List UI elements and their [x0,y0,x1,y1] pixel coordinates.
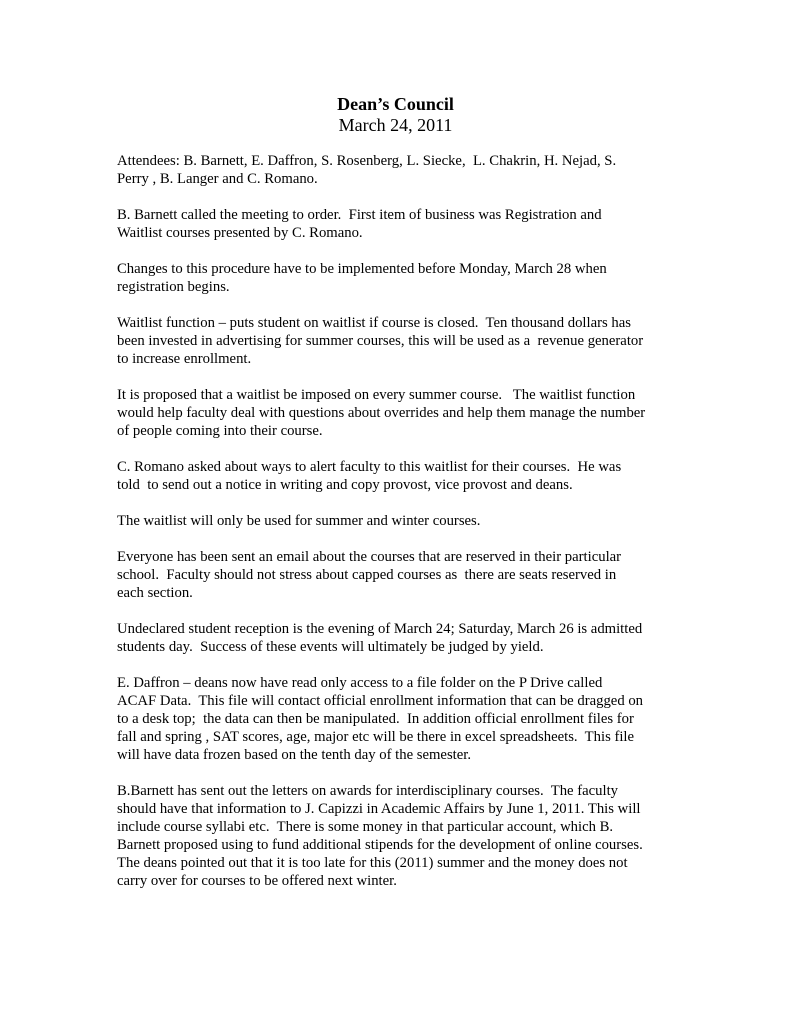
document-body [117,152,677,908]
body-paragraph: B.Barnett has sent out the letters on awards for interdisciplinary courses. The faculty should have that information to J. Capizzi in Academic Affairs by June 1, 2011. This will include course syllabi etc. There is some money in that particular account, which B. Barnett proposed using to fund additional stipends for the development of online courses. The deans pointed out that it is too late for this (2011) summer and the money does not carry over for courses to be offered next winter. [117,783,643,889]
document-title: Dean’s Council [337,94,454,114]
body-paragraph: The waitlist will only be used for summer and winter courses. [117,513,481,529]
body-paragraph: Waitlist function – puts student on waitlist if course is closed. Ten thousand dollars has been invested in advertising for summer courses, this will be used as a revenue generator to increase enrollment. [117,315,644,367]
body-paragraph: Everyone has been sent an email about the courses that are reserved in their particular school. Faculty should not stress about capped courses as there are seats reserved in each section. [117,549,622,601]
meeting-date: March 24, 2011 [338,115,453,135]
attendees-paragraph: Attendees: B. Barnett, E. Daffron, S. Rosenberg, L. Siecke, L. Chakrin, H. Nejad, S. Perry , B. Langer and C. Romano. [117,153,617,187]
body-paragraph: B. Barnett called the meeting to order. First item of business was Registration and Waitlist courses presented by C. Romano. [117,207,602,241]
body-paragraph: Changes to this procedure have to be implemented before Monday, March 28 when registration begins. [117,261,607,295]
body-paragraph: C. Romano asked about ways to alert faculty to this waitlist for their courses. He was told to send out a notice in writing and copy provost, vice provost and deans. [117,459,622,493]
body-paragraph: E. Daffron – deans now have read only access to a file folder on the P Drive called ACAF Data. This file will contact official enrollment information that can be dragged on to a desk top; the data can then be manipulated. In addition official enrollment files for fall and spring , SAT scores, age, major etc will be there in excel spreadsheets. This file will have data frozen based on the tenth day of the semester. [117,675,644,763]
title-block [0,94,791,136]
body-paragraph: Undeclared student reception is the evening of March 24; Saturday, March 26 is admitted students day. Success of these events will ultimately be judged by yield. [117,621,643,655]
body-paragraph: It is proposed that a waitlist be imposed on every summer course. The waitlist function would help faculty deal with questions about overrides and help them manage the number of people coming into their course. [117,387,646,439]
